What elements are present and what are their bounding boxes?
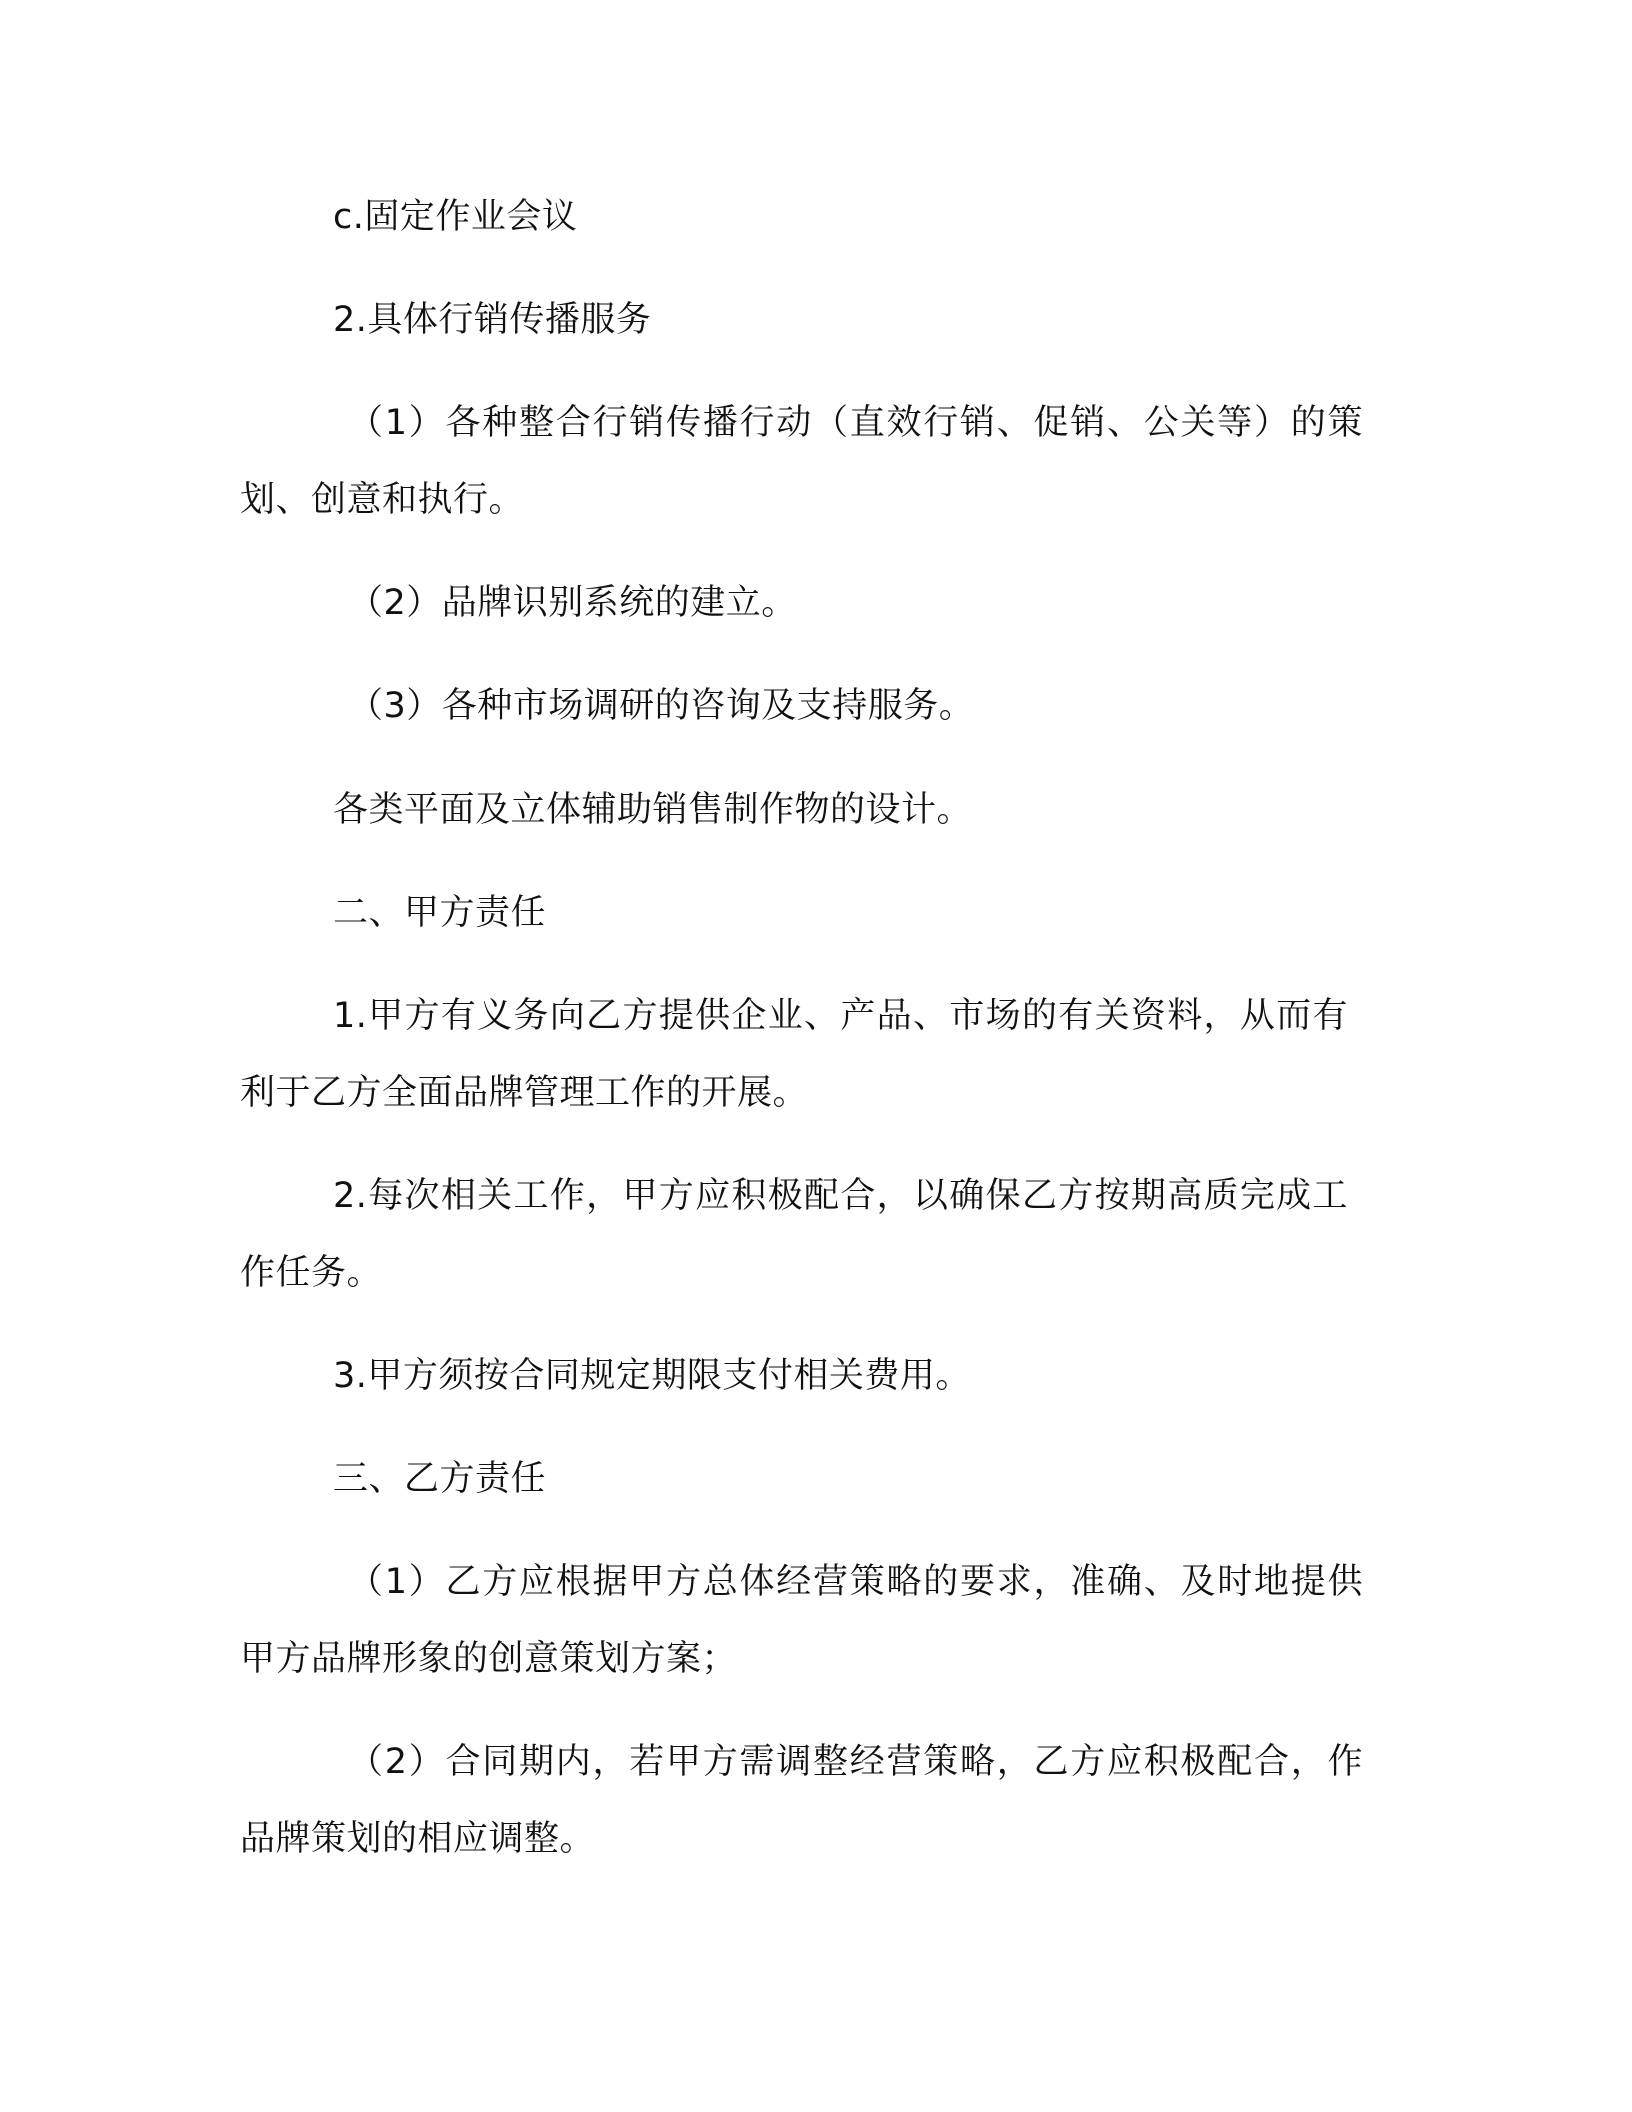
text-line: 3.甲方须按合同规定期限支付相关费用。 [333,1356,971,1396]
text-line: c.固定作业会议 [333,197,578,237]
section-heading: 三、乙方责任 [333,1459,547,1499]
text-line: （1）各种整合行销传播行动（直效行销、促销、公关等）的策 [348,403,1363,443]
text-line: （3）各种市场调研的咨询及支持服务。 [348,686,975,726]
text-line: 甲方品牌形象的创意策划方案； [240,1639,738,1679]
text-line: （2）品牌识别系统的建立。 [348,583,797,623]
text-line: 2.每次相关工作，甲方应积极配合，以确保乙方按期高质完成工 [333,1176,1348,1216]
text-line: 划、创意和执行。 [240,480,525,520]
text-line: （2）合同期内，若甲方需调整经营策略，乙方应积极配合，作 [348,1742,1363,1782]
text-line: 作任务。 [240,1253,383,1293]
text-line: 品牌策划的相应调整。 [240,1819,596,1859]
text-line: 各类平面及立体辅助销售制作物的设计。 [333,790,973,830]
text-line: 2.具体行销传播服务 [333,300,652,340]
section-heading: 二、甲方责任 [333,893,547,933]
text-line: （1）乙方应根据甲方总体经营策略的要求，准确、及时地提供 [348,1562,1363,1602]
text-line: 1.甲方有义务向乙方提供企业、产品、市场的有关资料，从而有 [333,996,1348,1036]
text-line: 利于乙方全面品牌管理工作的开展。 [240,1073,809,1113]
